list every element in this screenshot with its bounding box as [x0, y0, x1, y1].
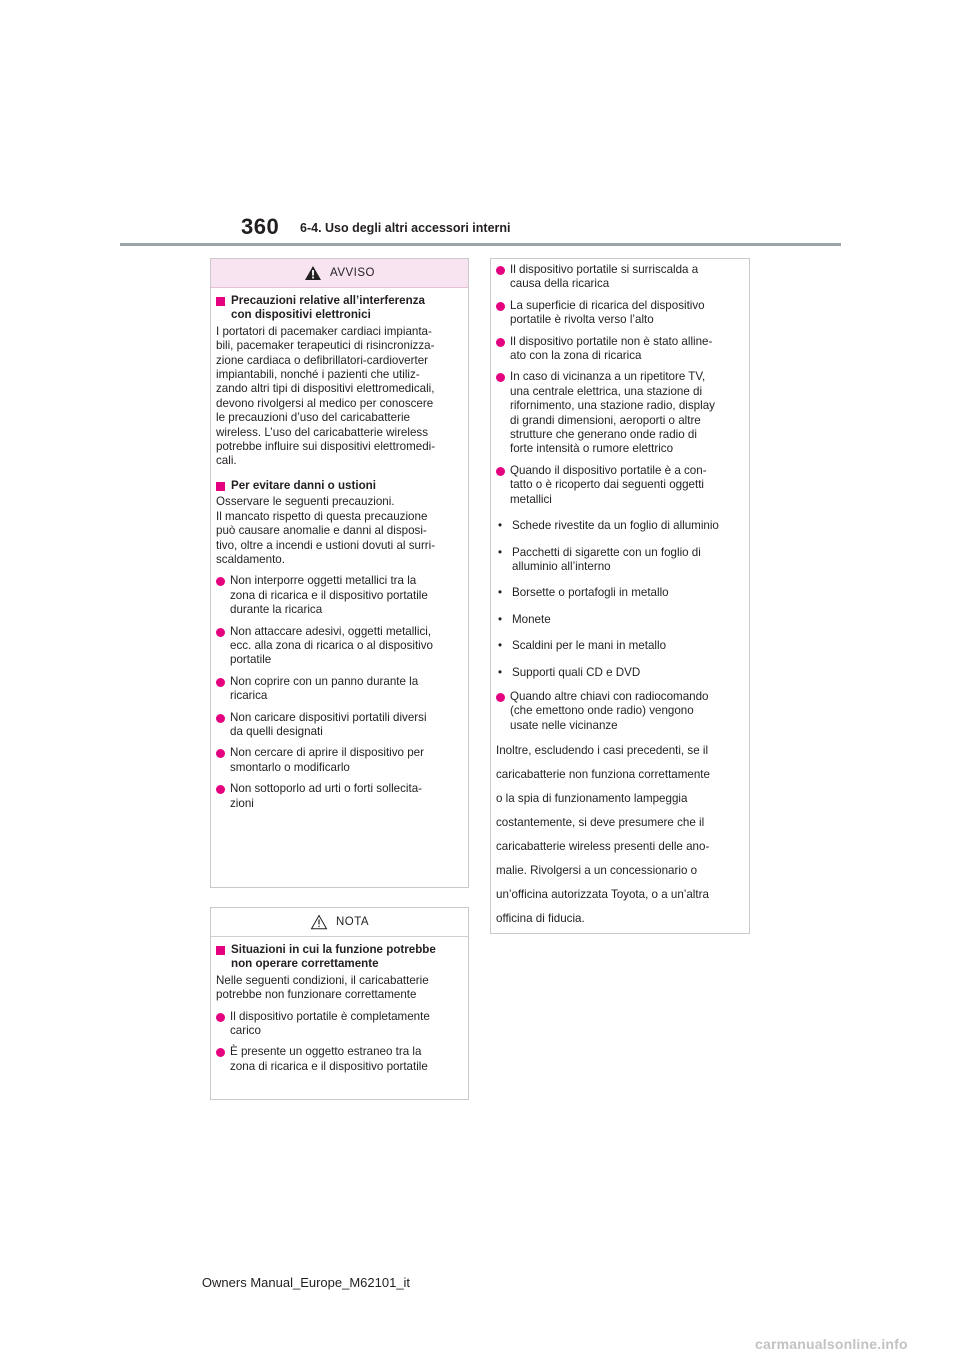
note-paragraph: Nelle seguenti condizioni, il caricabatterie potrebbe non funzionare correttamente [216, 973, 429, 1002]
warning-triangle-icon [304, 265, 322, 281]
closing-line: officina di fiducia. [496, 912, 585, 926]
note-header [211, 908, 468, 937]
closing-line: Inoltre, escludendo i casi precedenti, se il [496, 744, 709, 758]
sub-list-item: • Supporti quali CD e DVD [498, 665, 641, 679]
closing-line: costantemente, si deve presumere che il [496, 816, 705, 830]
sub-list-item: • Pacchetti di sigarette con un foglio di alluminio all’interno [498, 545, 701, 573]
bullet-dot-icon [496, 467, 505, 476]
list-item: Non interporre oggetti metallici tra la zona di ricarica e il dispositivo portatile durante la ricarica [216, 574, 462, 617]
bullet-dot-icon [216, 1013, 225, 1022]
bullet-dot-icon [216, 678, 225, 687]
list-item: Non cercare di aprire il dispositivo per smontarlo o modificarlo [216, 746, 462, 775]
square-bullet-icon [216, 946, 225, 955]
document-footer: Owners Manual_Europe_M62101_it [201, 1275, 411, 1290]
warning-heading-damage: Per evitare danni o ustioni [216, 479, 462, 493]
note-body [211, 937, 468, 1080]
page-number: 360 [241, 214, 280, 239]
list-item: Non caricare dispositivi portatili diversi da quelli designati [216, 711, 462, 740]
warning-heading-interference: Precauzioni relative all’interferenza con dispositivi elettronici [216, 294, 462, 323]
list-item: Quando altre chiavi con radiocomando (che emettono onde radio) vengono usate nelle vicinanze [496, 690, 743, 733]
watermark: carmanualsonline.info [755, 1336, 908, 1352]
bullet-dot-icon [216, 749, 225, 758]
caution-triangle-icon [310, 914, 328, 930]
sub-list-item: • Schede rivestite da un foglio di alluminio [498, 519, 719, 533]
bullet-dot-icon [216, 785, 225, 794]
closing-line: o la spia di funzionamento lampeggia [496, 792, 688, 806]
sub-list-item: • Borsette o portafogli in metallo [498, 586, 669, 600]
list-item: Il dispositivo portatile è completamente carico [216, 1010, 462, 1039]
warning-body [211, 288, 468, 817]
list-item: Non attaccare adesivi, oggetti metallici, ecc. alla zona di ricarica o al dispositivo portatile [216, 625, 462, 668]
note-heading: Situazioni in cui la funzione potrebbe non operare correttamente [216, 943, 462, 972]
list-item: Quando il dispositivo portatile è a con- tatto o è ricoperto dai seguenti oggetti metallici [496, 464, 743, 507]
warning-paragraph-damage: Osservare le seguenti precauzioni. Il mancato rispetto di questa precauzione può causare anomalie e danni al disposi- tivo, oltre a incendi e ustioni dovuti al surri- scaldamento. [216, 495, 436, 566]
sub-list-item: • Scaldini per le mani in metallo [498, 639, 667, 653]
closing-line: caricabatterie non funziona correttamente [496, 768, 710, 782]
note-box [210, 907, 469, 1100]
note-continued-body [491, 259, 749, 937]
square-bullet-icon [216, 482, 225, 491]
note-continued-box [490, 258, 750, 934]
bullet-dot-icon [216, 577, 225, 586]
list-item: Non coprire con un panno durante la ricarica [216, 675, 462, 704]
warning-paragraph-interference: I portatori di pacemaker cardiaci impianta- bili, pacemaker terapeutici di risincronizza- zione cardiaca o defibrillatori-cardioverter impiantabili, nonché i pazienti che utiliz- zando altri tipi di dispositivi elettromedicali, devono rivolgersi al medico per conoscere le precauzioni d’uso del caricabatterie wireless. L’uso del caricabatterie wireless potrebbe influire sui dispositivi elettromedi- cali. [216, 324, 436, 468]
bullet-dot-icon [216, 1048, 225, 1057]
list-item: È presente un oggetto estraneo tra la zona di ricarica e il dispositivo portatile [216, 1045, 462, 1074]
warning-box [210, 258, 469, 888]
bullet-dot-icon [496, 338, 505, 347]
bullet-dot-icon [496, 373, 505, 382]
header-divider [120, 243, 841, 246]
warning-title: AVVISO [330, 266, 375, 279]
bullet-dot-icon [216, 628, 225, 637]
bullet-dot-icon [216, 714, 225, 723]
warning-header [211, 259, 468, 288]
bullet-dot-icon [496, 693, 505, 702]
note-title: NOTA [335, 915, 370, 928]
closing-paragraph [496, 739, 743, 931]
closing-line: malie. Rivolgersi a un concessionario o [496, 864, 698, 878]
section-title: 6-4. Uso degli altri accessori interni [300, 221, 511, 235]
square-bullet-icon [216, 297, 225, 306]
list-item: La superficie di ricarica del dispositivo portatile è rivolta verso l’alto [496, 299, 743, 328]
list-item: Non sottoporlo ad urti o forti sollecita- zioni [216, 782, 462, 811]
sub-list-item: • Monete [498, 612, 551, 626]
bullet-dot-icon [496, 266, 505, 275]
closing-line: caricabatterie wireless presenti delle ano- [496, 840, 710, 854]
list-item: Il dispositivo portatile non è stato alline- ato con la zona di ricarica [496, 335, 743, 364]
bullet-dot-icon [496, 302, 505, 311]
closing-line: un’officina autorizzata Toyota, o a un’altra [496, 888, 709, 902]
list-item: Il dispositivo portatile si surriscalda a causa della ricarica [496, 263, 743, 292]
list-item: In caso di vicinanza a un ripetitore TV, una centrale elettrica, una stazione di rifornimento, una stazione radio, display di grandi dimensioni, aeroporti o altre strutture che generano onde radio di forte intensità o rumore elettrico [496, 370, 743, 456]
